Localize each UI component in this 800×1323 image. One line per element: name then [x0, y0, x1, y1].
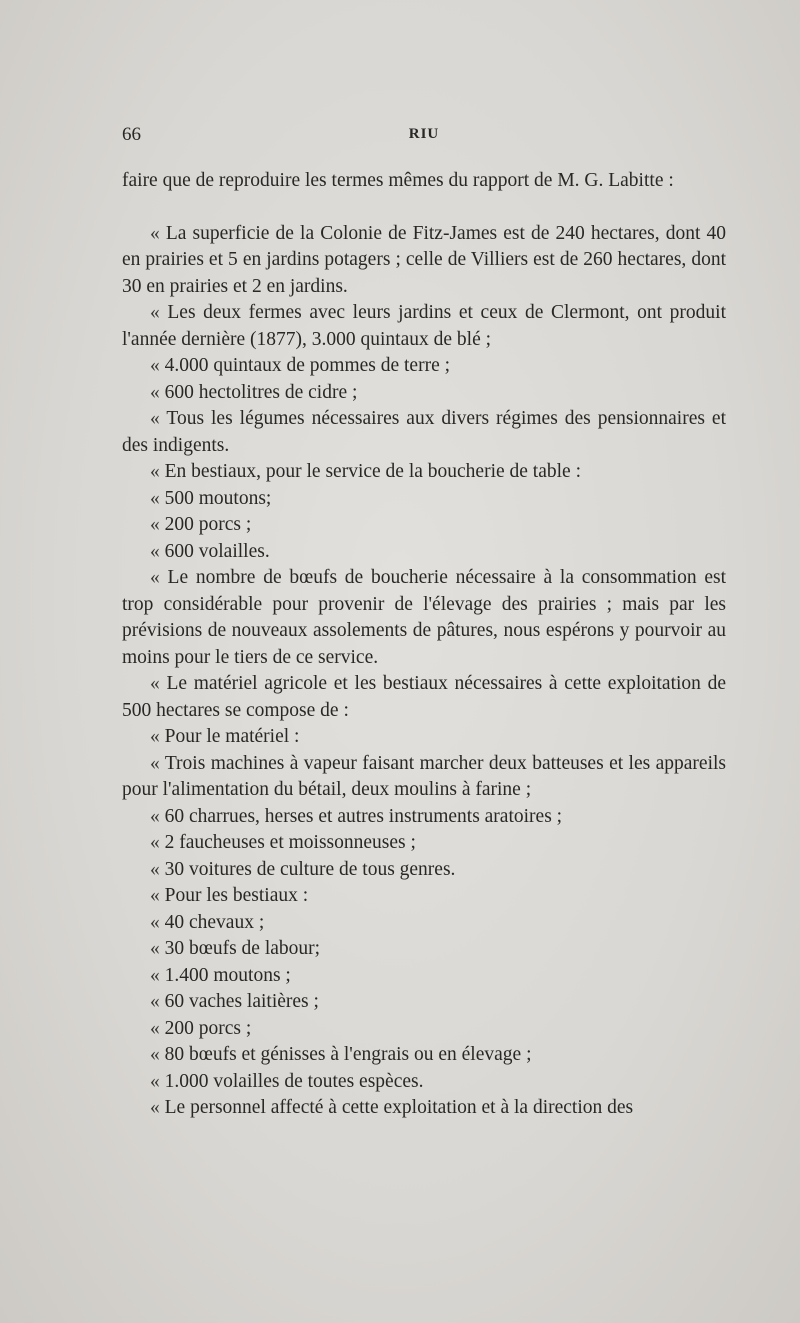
paragraph: « 1.400 moutons ;: [150, 964, 291, 986]
paragraph: « Le nombre de bœufs de boucherie nécessaire à la consommation est trop considérable pour provenir de l'élevage des prairies ; mais par les prévisions de nouveaux assolements de pâtures, nous espérons y pourvoir au moins pour le tiers de ce service.: [122, 567, 727, 668]
running-head: RIU: [408, 126, 440, 142]
paragraph: faire que de reproduire les termes mêmes du rapport de M. G. Labitte :: [122, 170, 674, 191]
paragraph: « 600 hectolitres de cidre ;: [150, 381, 358, 403]
paragraph: « 200 porcs ;: [150, 1017, 252, 1039]
paragraph: « La superficie de la Colonie de Fitz-James est de 240 hectares, dont 40 en prairies et 5 en jardins potagers ; celle de Villiers est de 260 hectares, dont 30 en prairies et 2 en jardins.: [122, 222, 727, 297]
paragraph: « 500 moutons;: [150, 487, 272, 509]
paragraph: « 40 chevaux ;: [150, 911, 265, 933]
paragraph-spacer: [122, 195, 726, 221]
paragraph: « Tous les légumes nécessaires aux divers régimes des pensionnaires et des indigents.: [122, 408, 727, 456]
page-header: [122, 124, 726, 152]
paragraph: « 30 voitures de culture de tous genres.: [150, 858, 456, 880]
paragraph: « Pour le matériel :: [150, 726, 300, 747]
paragraph: « Trois machines à vapeur faisant marcher deux batteuses et les appareils pour l'alimentation du bétail, deux moulins à farine ;: [122, 752, 727, 800]
paragraph: « 1.000 volailles de toutes espèces.: [150, 1070, 424, 1092]
paragraph: « 60 charrues, herses et autres instruments aratoires ;: [150, 805, 563, 827]
paragraph: « En bestiaux, pour le service de la boucherie de table :: [150, 461, 581, 482]
paragraph: « 60 vaches laitières ;: [150, 991, 319, 1012]
paragraph: « 600 volailles.: [150, 540, 270, 562]
paragraph: « Le matériel agricole et les bestiaux nécessaires à cette exploitation de 500 hectares se compose de :: [122, 673, 727, 721]
paragraph: « 4.000 quintaux de pommes de terre ;: [150, 355, 451, 376]
page-number: 66: [122, 124, 141, 145]
paragraph: « Les deux fermes avec leurs jardins et ceux de Clermont, ont produit l'année dernière (1877), 3.000 quintaux de blé ;: [122, 302, 727, 350]
paragraph: « 80 bœufs et génisses à l'engrais ou en élevage ;: [150, 1044, 532, 1065]
paragraph: « 200 porcs ;: [150, 514, 252, 535]
paragraph: « 30 bœufs de labour;: [150, 938, 321, 959]
paragraph: « Le personnel affecté à cette exploitation et à la direction des: [150, 1097, 634, 1118]
body-text: [122, 168, 726, 1122]
paragraph: « Pour les bestiaux :: [150, 885, 309, 906]
paragraph: « 2 faucheuses et moissonneuses ;: [150, 832, 416, 853]
